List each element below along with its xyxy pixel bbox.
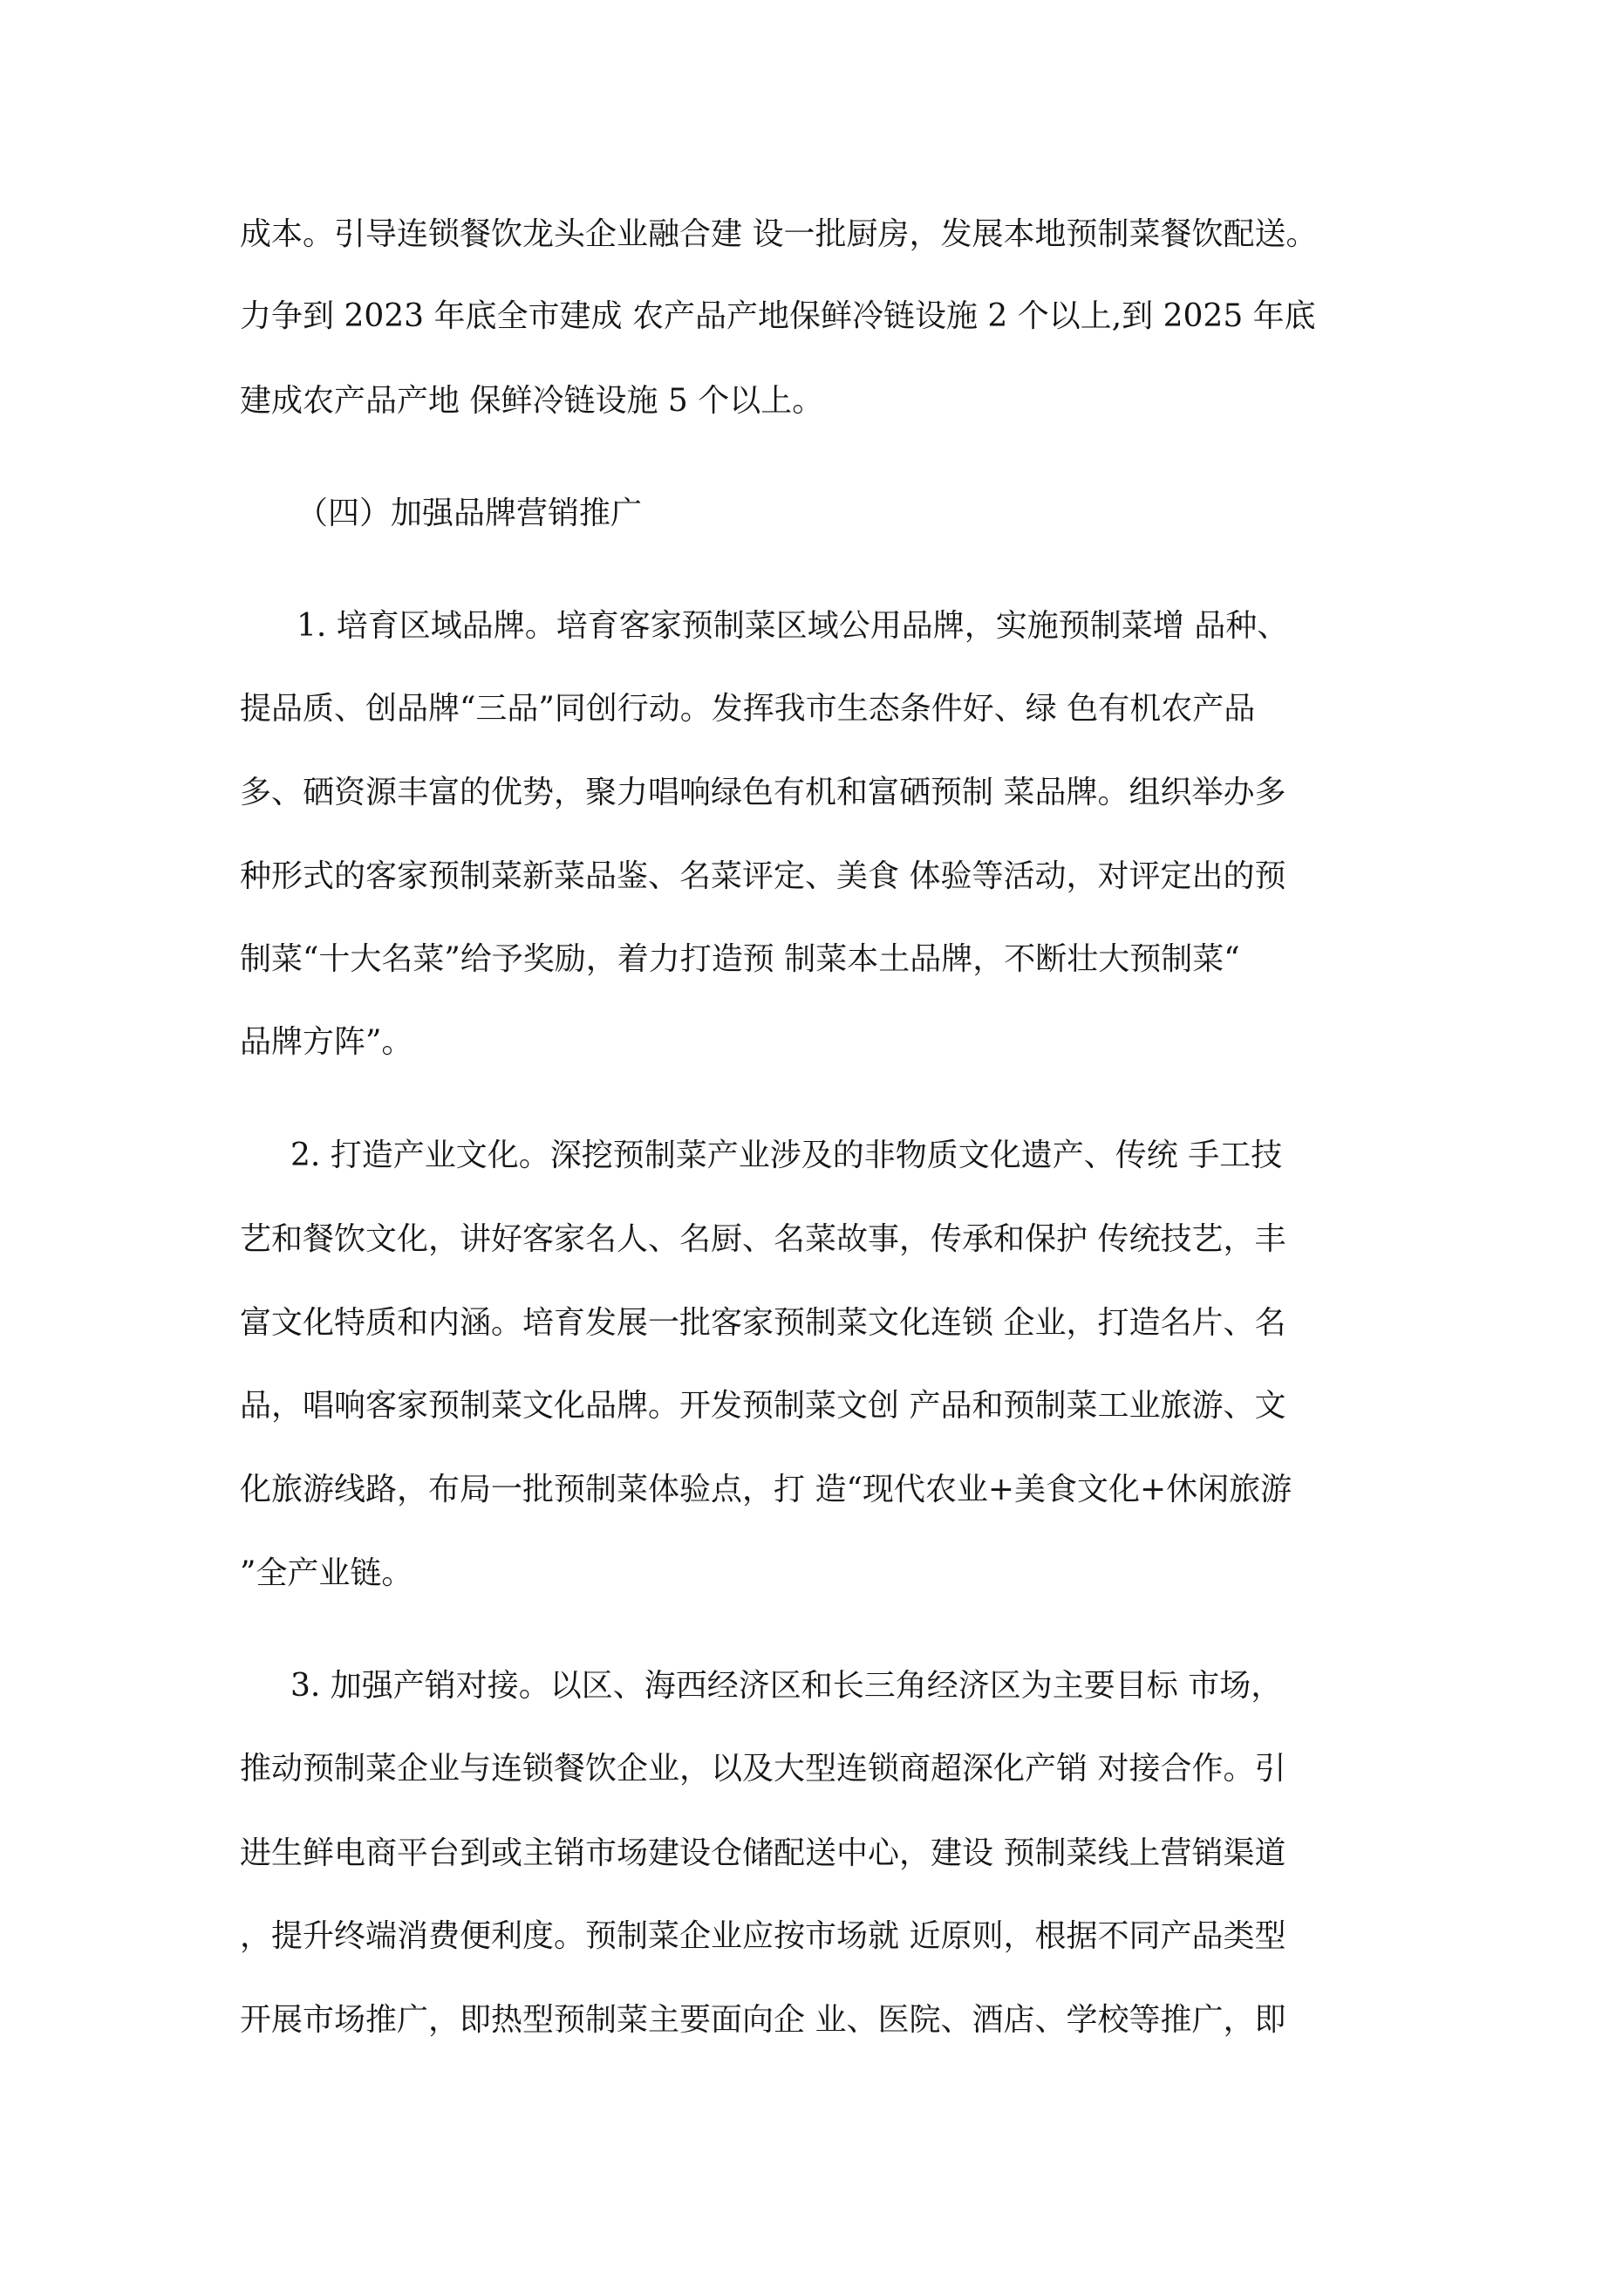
paragraph-line: 推动预制菜企业与连锁餐饮企业，以及大型连锁商超深化产销 对接合作。引 [240,1751,1286,1787]
paragraph-line: 开展市场推广，即热型预制菜主要面向企 业、医院、酒店、学校等推广，即 [240,2002,1286,2038]
paragraph-line: 3. 加强产销对接。以区、海西经济区和长三角经济区为主要目标 市场， [290,1668,1283,1704]
paragraph-line: 1. 培育区域品牌。培育客家预制菜区域公用品牌，实施预制菜增 品种、 [297,608,1289,644]
paragraph-line: ”全产业链。 [240,1555,413,1591]
paragraph-line: 艺和餐饮文化，讲好客家名人、名厨、名菜故事，传承和保护 传统技艺，丰 [240,1221,1286,1257]
paragraph-line: 力争到 2023 年底全市建成 农产品产地保鲜冷链设施 2 个以上,到 2025 年底 [240,298,1316,334]
paragraph-line: 化旅游线路，布局一批预制菜体验点，打 造“现代农业+美食文化+休闲旅游 [240,1472,1292,1507]
paragraph-line: 提品质、创品牌“三品”同创行动。发挥我市生态条件好、绿 色有机农产品 [240,691,1256,727]
section-heading: （四）加强品牌营销推广 [297,495,643,531]
paragraph-line: 进生鲜电商平台到或主销市场建设仓储配送中心，建设 预制菜线上营销渠道 [240,1835,1286,1871]
paragraph-line: 多、硒资源丰富的优势，聚力唱响绿色有机和富硒预制 菜品牌。组织举办多 [240,775,1286,810]
paragraph-line: ，提升终端消费便利度。预制菜企业应按市场就 近原则，根据不同产品类型 [240,1918,1286,1954]
paragraph-line: 制菜“十大名菜”给予奖励，着力打造预 制菜本土品牌，不断壮大预制菜“ [240,941,1240,977]
paragraph-line: 成本。引导连锁餐饮龙头企业融合建 设一批厨房，发展本地预制菜餐饮配送。 [240,216,1318,252]
paragraph-line: 富文化特质和内涵。培育发展一批客家预制菜文化连锁 企业，打造名片、名 [240,1305,1286,1341]
paragraph-line: 品牌方阵”。 [240,1024,413,1060]
paragraph-line: 2. 打造产业文化。深挖预制菜产业涉及的非物质文化遗产、传统 手工技 [290,1138,1283,1173]
paragraph-line: 建成农产品产地 保鲜冷链设施 5 个以上。 [240,383,824,419]
paragraph-line: 品，唱响客家预制菜文化品牌。开发预制菜文创 产品和预制菜工业旅游、文 [240,1388,1286,1424]
paragraph-line: 种形式的客家预制菜新菜品鉴、名菜评定、美食 体验等活动，对评定出的预 [240,858,1286,894]
